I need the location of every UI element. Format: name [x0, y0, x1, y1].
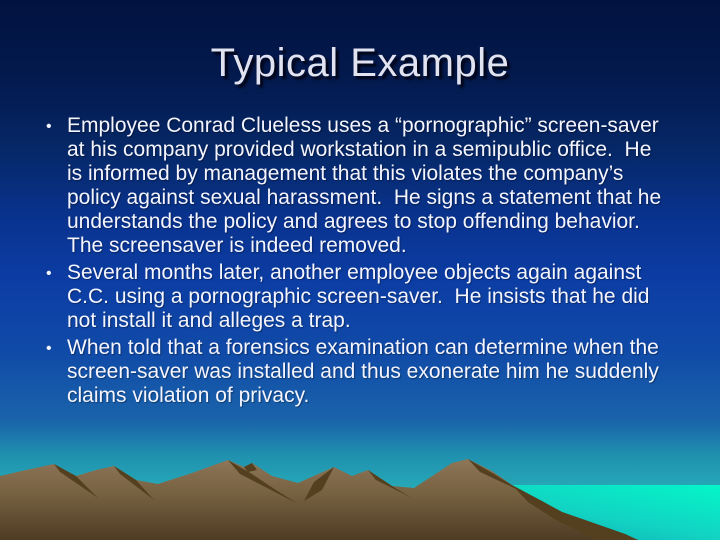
bullet-item [46, 336, 670, 408]
bullet-item [46, 114, 670, 258]
bullet-text: When told that a forensics examination can determine when the screen-saver was installed and thus exonerate him he suddenly claims violation of privacy. [67, 336, 665, 407]
slide-title: Typical Example [210, 41, 510, 85]
mountain-lake-graphic [0, 440, 720, 540]
bullet-marker: • [46, 118, 52, 135]
bullet-text: Employee Conrad Clueless uses a “pornographic” screen-saver at his company provided workstation in a semipublic office. He is informed by management that this violates the company’s policy against sexual harassment. He signs a statement that he understands the policy and agrees to stop offending behavior. The screensaver is indeed removed. [67, 114, 667, 257]
bullet-marker: • [46, 265, 52, 282]
bullet-item [46, 261, 670, 333]
bullet-text: Several months later, another employee objects again against C.C. using a pornographic screen-saver. He insists that he did not install it and alleges a trap. [67, 261, 656, 332]
bullet-marker: • [46, 340, 52, 357]
slide-body-text [46, 114, 670, 411]
